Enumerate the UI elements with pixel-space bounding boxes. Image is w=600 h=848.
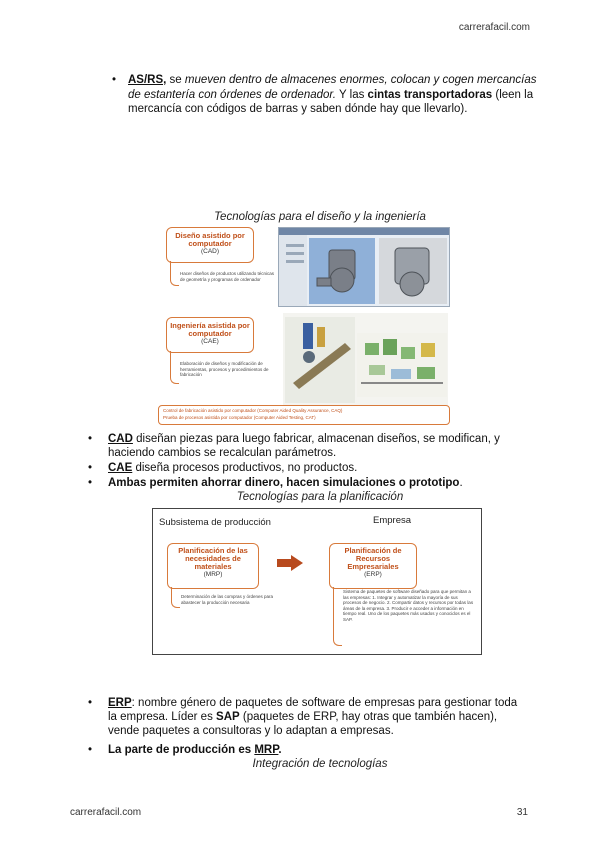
figure3-caption: Integración de tecnologías: [252, 758, 388, 770]
cad-box-abbr: (CAD): [200, 248, 220, 255]
asrs-text: Y las: [336, 88, 368, 101]
asrs-paragraph: [112, 73, 538, 117]
subsystem-label: Subsistema de producción: [159, 517, 271, 528]
cae-simulation-image: [283, 313, 448, 405]
erp-description: Sistema de paquetes de software diseñado para que permitan a las empresas: 1. Integrar y automatizar la mayoría de sus procesos de negocio. 2. Compartir datos y recursos por todas las áreas de la empresa. 3. Producir e acceder a información en tiempo real. Uno de los paquetes más usados y conocidos es el SAP.: [343, 589, 474, 622]
cad-description: Hacer diseños de productos utilizando técnicas de geometría y programas de ordenador: [180, 271, 275, 282]
cad-box: [166, 227, 254, 263]
bullet-text: : nombre género de paquetes de software de empresas para gestionar toda la empresa. Líder es: [108, 697, 518, 723]
cad-software-image: [278, 227, 450, 307]
bullet-bold-text: Ambas permiten ahorrar dinero, hacen simulaciones o prototipo: [108, 477, 460, 489]
asrs-bold-term: cintas transportadoras: [367, 88, 493, 101]
caq-cat-bar: [158, 405, 450, 425]
cae-box-title: Ingeniería asistida por computador: [170, 321, 250, 338]
page-header: carrerafacil.com: [458, 22, 530, 33]
cad-bracket: [170, 261, 179, 286]
page-footer-site: carrerafacil.com: [70, 807, 142, 818]
mrp-box: [167, 543, 259, 589]
bullet-text: diseñan piezas para luego fabricar, almacenan diseños, se modifican, y haciendo cambios se recalculan parámetros.: [108, 433, 500, 459]
bullet-ahorro: [88, 476, 528, 490]
mrp-abbr: (MRP): [203, 571, 223, 578]
cae-box-abbr: (CAE): [201, 338, 219, 345]
bullet-dot: •: [88, 697, 93, 709]
bullet-erp: [88, 696, 528, 738]
asrs-text: se: [166, 74, 185, 86]
bullet-cad: [88, 432, 528, 460]
figure2-caption: Tecnologías para la planificación: [236, 491, 404, 503]
factory-line-icon: [283, 313, 448, 405]
mrp-term: MRP: [254, 744, 279, 756]
figure-cad-cae: [158, 225, 448, 425]
bullet-mrp: [88, 743, 528, 757]
erp-bracket: [333, 587, 342, 646]
cad-box-title: Diseño asistido por computador: [175, 231, 245, 248]
bullet-bold-text: La parte de producción es: [108, 744, 255, 756]
arrow-right-icon: [277, 555, 303, 571]
caq-line: Control de fabricación asistido por computador (Computer Aided Quality Assurance, CAQ): [163, 408, 343, 413]
bullet-dot: •: [88, 744, 93, 756]
bullet-dot: •: [88, 462, 93, 474]
asrs-italic: mueven dentro de almacenes enormes, colocan y cogen mercancías de estantería con órdenes de ordenador.: [128, 74, 537, 101]
cae-bracket: [170, 351, 179, 384]
cae-box: [166, 317, 254, 353]
bullet-text: .: [459, 477, 463, 489]
bullet-dot: •: [112, 74, 117, 86]
asrs-text: (leen la mercancía con códigos de barras y saben dónde hay que llevarlo).: [128, 88, 534, 115]
bullet-dot: •: [88, 433, 93, 445]
cat-line: Prueba de procesos asistida por computador (Computer Aided Testing, CAT): [163, 415, 316, 420]
erp-abbr: (ERP): [364, 571, 382, 578]
cae-description: Elaboración de diseños y modificación de herramientas, procesos y procedimientos de fabricación: [180, 361, 269, 377]
asrs-term: AS/RS,: [128, 74, 167, 86]
bullet-text: (paquetes de ERP, hay otras que también hacen), vende paquetes a consultoras y lo adaptan a empresas.: [108, 711, 498, 737]
cad-term: CAD: [108, 433, 133, 445]
bullet-text: .: [278, 744, 282, 756]
mrp-title: Planificación de las necesidades de materiales: [178, 546, 248, 571]
mrp-bracket: [171, 587, 180, 608]
company-label: Empresa: [373, 515, 412, 526]
mrp-description: Determinación de las compras y órdenes para abastecer la producción necesaria: [181, 594, 274, 605]
cae-term: CAE: [108, 462, 133, 474]
cad-render-icon: [279, 228, 449, 306]
bullet-text: diseña procesos productivos, no productos.: [132, 462, 358, 474]
erp-box: [329, 543, 417, 589]
bullet-cae: [88, 461, 528, 475]
erp-term: ERP: [108, 697, 132, 709]
figure1-caption: Tecnologías para el diseño y la ingeniería: [214, 211, 426, 223]
bullet-dot: •: [88, 477, 93, 489]
sap-term: SAP: [216, 711, 240, 723]
page-number: 31: [516, 807, 528, 818]
figure-mrp-erp: [152, 508, 482, 655]
erp-title: Planificación de Recursos Empresariales: [344, 546, 402, 571]
